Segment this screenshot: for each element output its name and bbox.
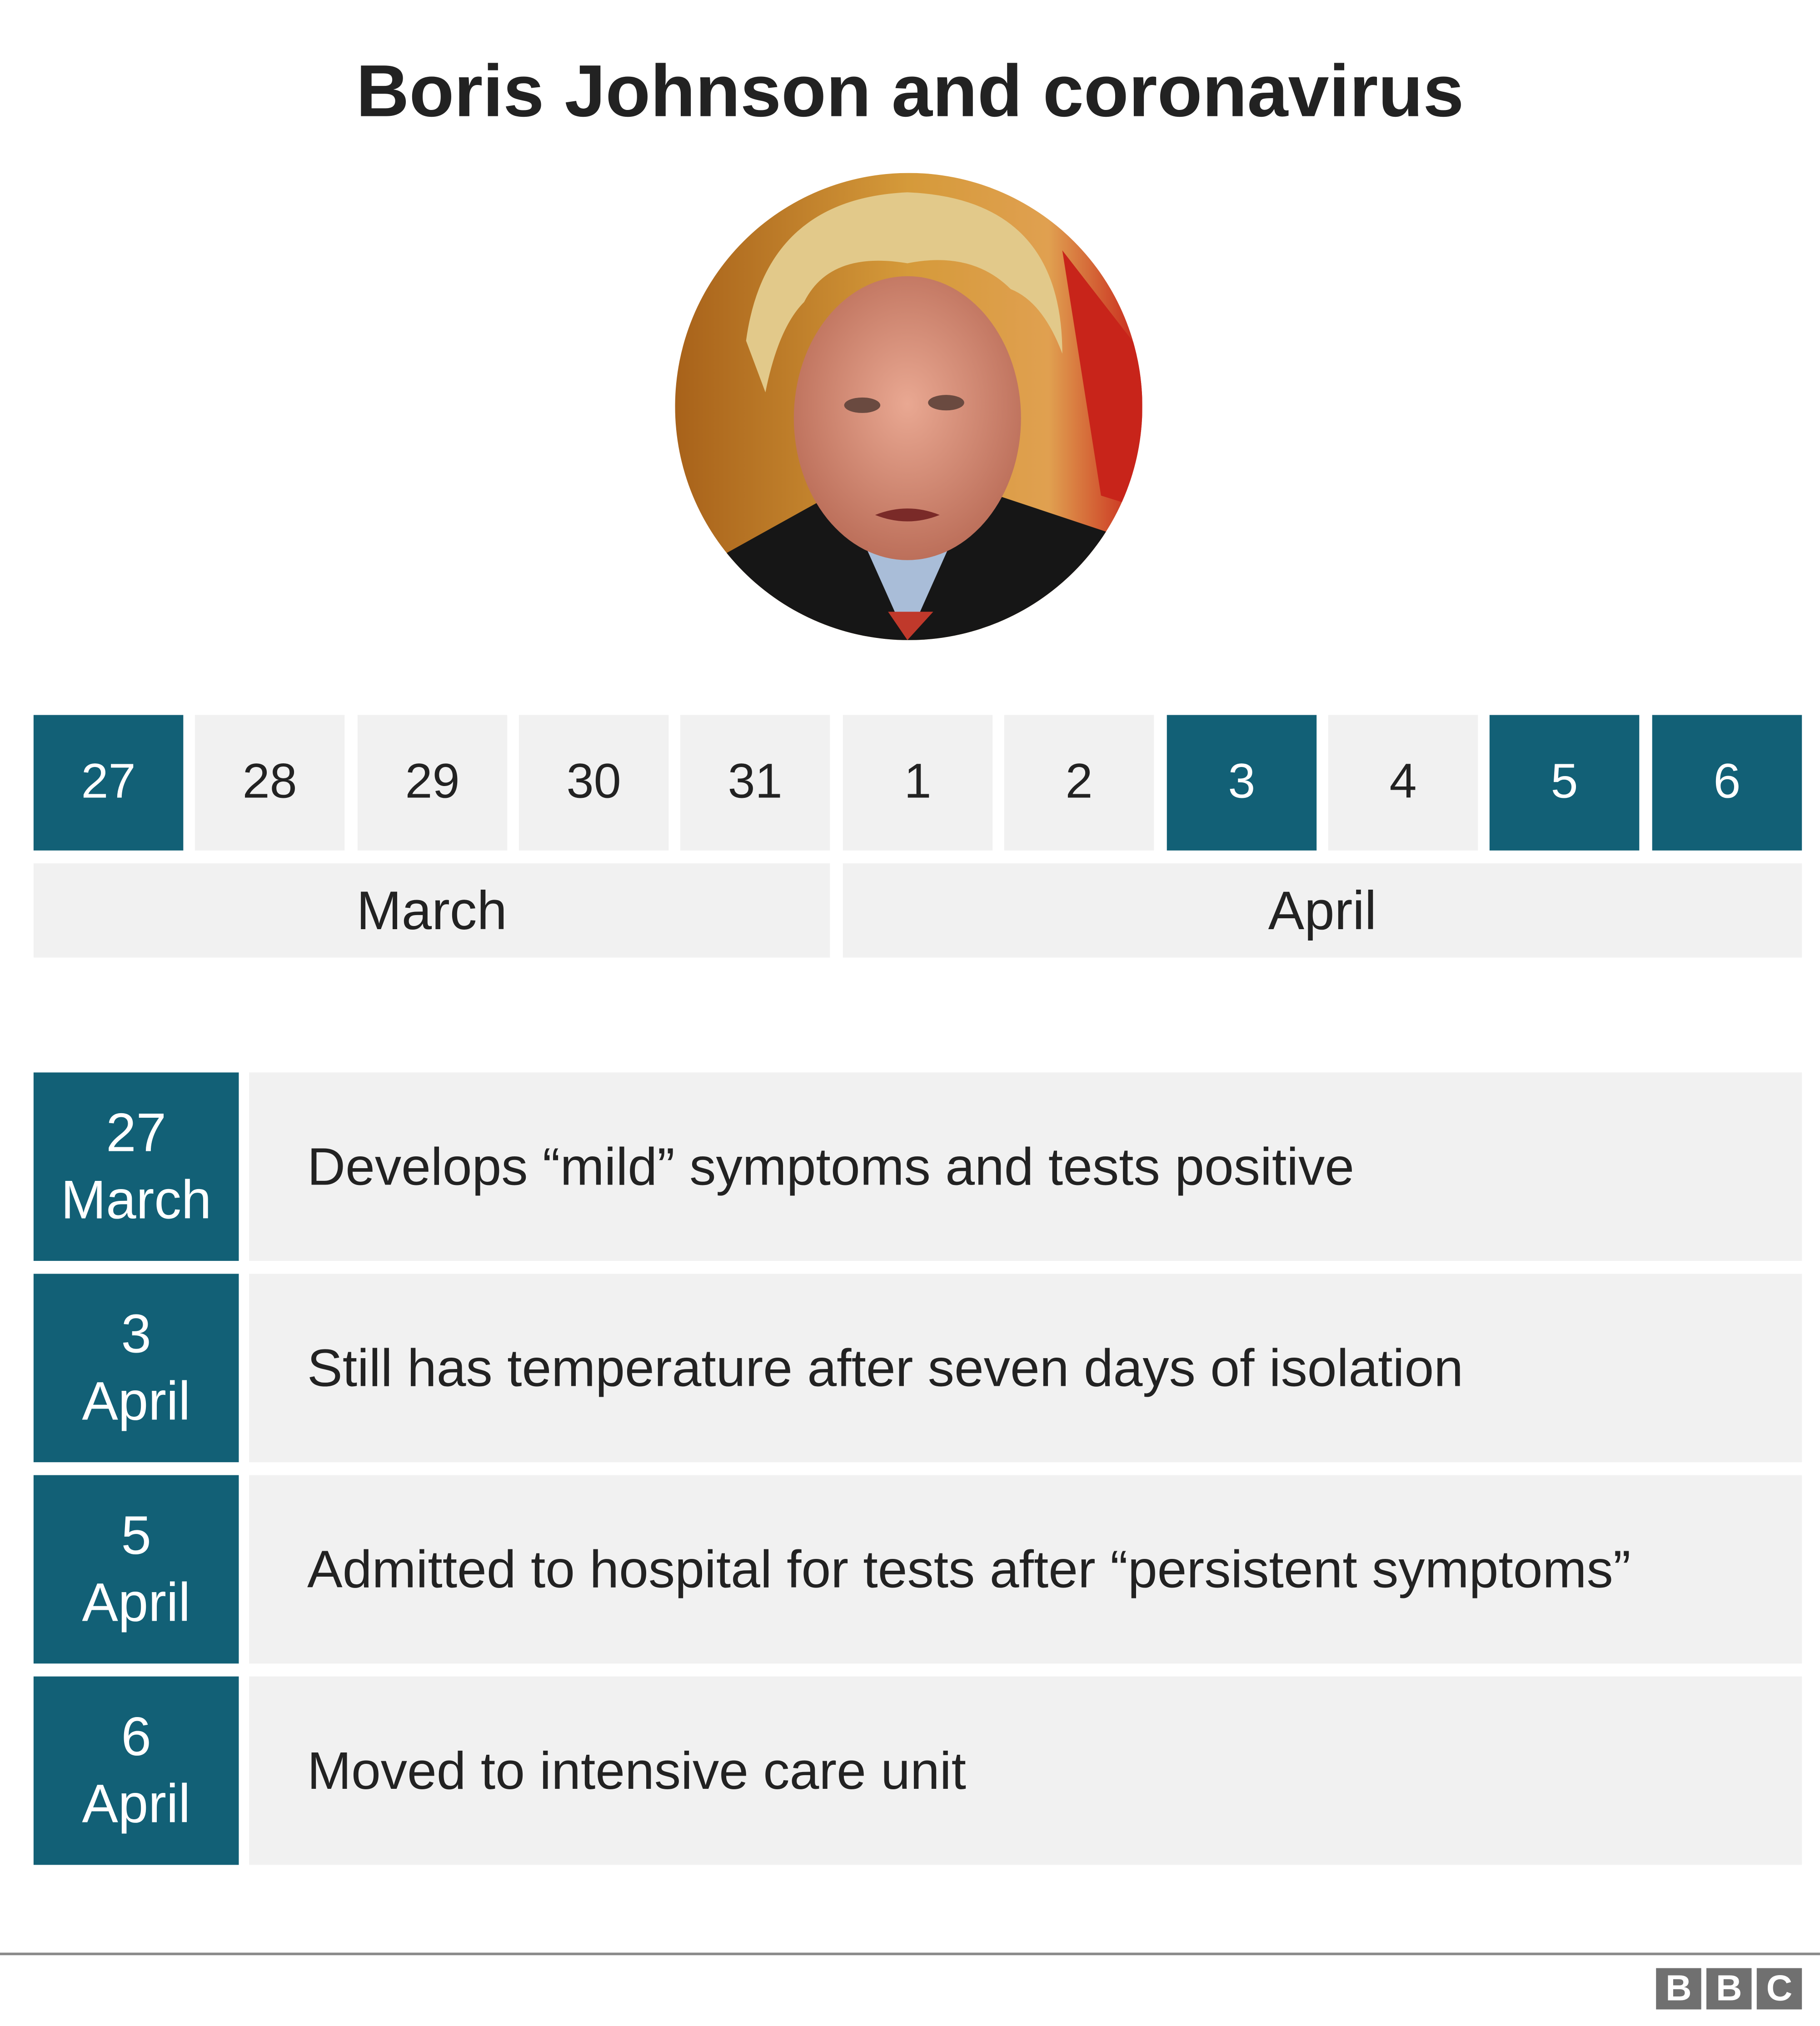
logo-letter: B — [1656, 1968, 1701, 2010]
bbc-logo — [1656, 1968, 1802, 2010]
day-cell — [1652, 715, 1802, 851]
timeline-row — [34, 1274, 1802, 1462]
day-label: 6 — [1713, 755, 1741, 809]
logo-letter: C — [1757, 1968, 1802, 2010]
timeline-row — [34, 1072, 1802, 1261]
event-date — [34, 1475, 239, 1664]
event-month: April — [82, 1572, 191, 1633]
day-cell — [1167, 715, 1316, 851]
day-label: 31 — [728, 755, 783, 809]
day-label: 30 — [566, 755, 621, 809]
day-cell — [1004, 715, 1154, 851]
portrait-photo — [675, 173, 1142, 640]
day-cell — [1490, 715, 1639, 851]
day-label: 29 — [405, 755, 460, 809]
event-description: Moved to intensive care unit — [249, 1677, 1802, 1865]
day-label: 2 — [1065, 755, 1093, 809]
event-month: April — [82, 1370, 191, 1432]
day-cell — [195, 715, 344, 851]
event-day: 27 — [106, 1102, 167, 1163]
day-label: 28 — [242, 755, 297, 809]
day-label: 27 — [81, 755, 136, 809]
page-title: Boris Johnson and coronavirus — [356, 50, 1464, 133]
timeline-row — [34, 1475, 1802, 1664]
event-date — [34, 1677, 239, 1865]
logo-letter: B — [1706, 1968, 1751, 2010]
event-description: Still has temperature after seven days of isolation — [249, 1274, 1802, 1462]
day-label: 4 — [1389, 755, 1417, 809]
day-cell — [1328, 715, 1478, 851]
footer-divider — [0, 1953, 1820, 1956]
event-month: March — [60, 1169, 212, 1230]
day-cell — [843, 715, 992, 851]
event-day: 6 — [121, 1706, 151, 1767]
day-cell — [680, 715, 830, 851]
day-cell — [34, 715, 183, 851]
event-month: April — [82, 1773, 191, 1834]
event-description: Develops “mild” symptoms and tests positive — [249, 1072, 1802, 1261]
day-label: 3 — [1228, 755, 1256, 809]
event-day: 3 — [121, 1303, 151, 1364]
day-label: 1 — [904, 755, 932, 809]
event-description: Admitted to hospital for tests after “persistent symptoms” — [249, 1475, 1802, 1664]
day-label: 5 — [1551, 755, 1578, 809]
event-day: 5 — [121, 1504, 151, 1566]
month-april: April — [843, 863, 1802, 957]
day-cell — [358, 715, 507, 851]
timeline-row — [34, 1677, 1802, 1865]
event-date — [34, 1072, 239, 1261]
event-date — [34, 1274, 239, 1462]
day-cell — [519, 715, 668, 851]
month-march: March — [34, 863, 830, 957]
